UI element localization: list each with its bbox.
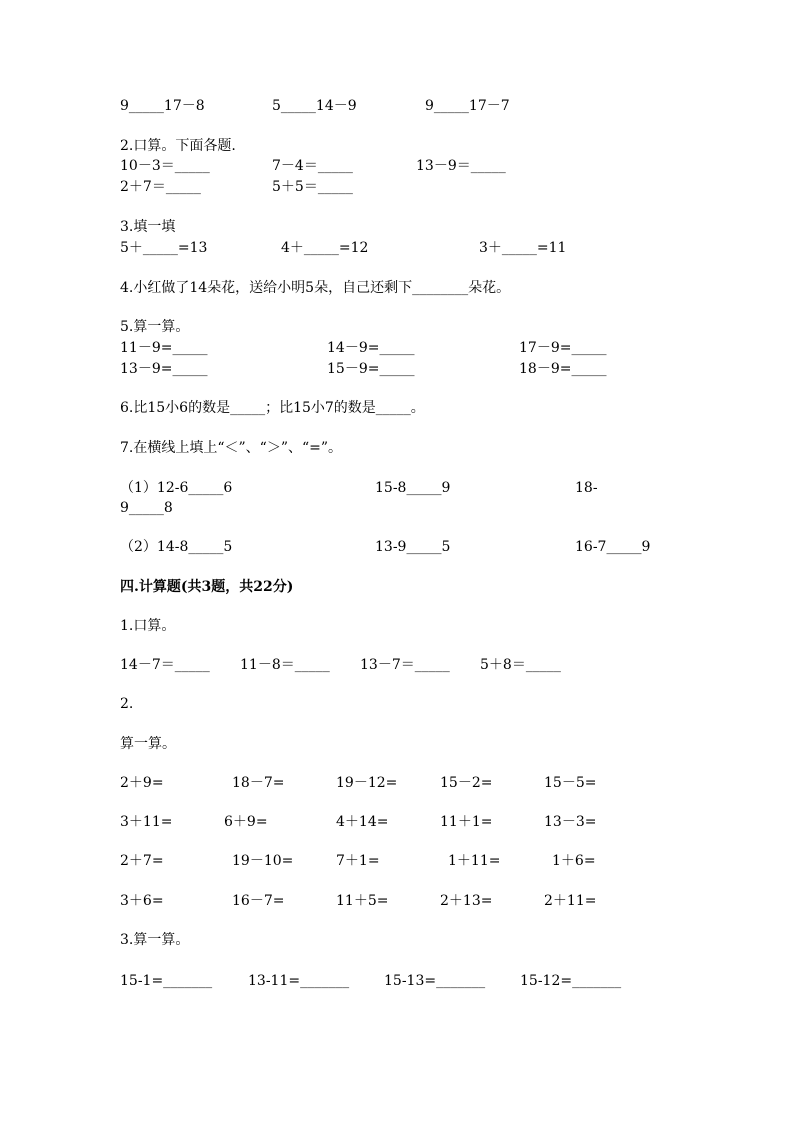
s4-q2-item: 19－12= <box>336 775 398 791</box>
top-comparison-3: 9_____17－7 <box>425 98 510 114</box>
s4-q3-item: 15-13=_______ <box>384 973 486 989</box>
s4-q2-item: 15－2= <box>440 775 493 791</box>
q5-item: 11－9=_____ <box>120 340 208 356</box>
q2-title: 2.口算。下面各题. <box>120 138 236 154</box>
s4-q2-item: 2＋11= <box>544 893 597 909</box>
q5-item: 13－9=_____ <box>120 361 208 377</box>
q2-item: 7－4＝_____ <box>272 158 353 174</box>
s4-q2-item: 6＋9= <box>224 814 268 830</box>
q4-text: 4.小红做了14朵花，送给小明5朵，自己还剩下________朵花。 <box>120 280 511 296</box>
q3-title: 3.填一填 <box>120 219 176 235</box>
s4-q3-item: 13-11=_______ <box>248 973 350 989</box>
s4-q2-item: 3＋11= <box>120 814 173 830</box>
s4-q1-title: 1.口算。 <box>120 618 176 634</box>
s4-q3-item: 15-1=_______ <box>120 973 213 989</box>
top-comparison-1: 9_____17－8 <box>120 98 205 114</box>
s4-q2-number: 2. <box>120 696 134 712</box>
q3-item: 3＋_____=11 <box>479 240 567 256</box>
s4-q2-item: 4＋14= <box>336 814 389 830</box>
s4-q2-item: 18－7= <box>232 775 285 791</box>
top-comparison-2: 5_____14－9 <box>272 98 357 114</box>
s4-q1-item: 11－8＝_____ <box>240 657 330 673</box>
q2-item: 5＋5＝_____ <box>272 179 353 195</box>
s4-q2-item: 11＋1= <box>440 814 493 830</box>
q2-item: 10－3＝_____ <box>120 158 210 174</box>
s4-q1-item: 13－7＝_____ <box>360 657 450 673</box>
s4-q2-item: 2＋9= <box>120 775 164 791</box>
q5-item: 18－9=_____ <box>519 361 607 377</box>
q7-item: 13-9_____5 <box>375 539 451 555</box>
s4-q2-item: 13－3= <box>544 814 597 830</box>
s4-q2-title: 算一算。 <box>120 736 176 752</box>
s4-q2-item: 2＋7= <box>120 853 164 869</box>
q6-text: 6.比15小6的数是_____；比15小7的数是_____。 <box>120 400 425 416</box>
s4-q2-item: 1＋11= <box>448 853 501 869</box>
q7-title: 7.在横线上填上“＜”、“＞”、“=”。 <box>120 440 343 456</box>
q5-item: 14－9=_____ <box>327 340 415 356</box>
q3-item: 4＋_____=12 <box>281 240 369 256</box>
q7-item: 15-8_____9 <box>375 480 451 496</box>
s4-q2-item: 19－10= <box>232 853 294 869</box>
s4-q2-item: 15－5= <box>544 775 597 791</box>
q5-item: 17－9=_____ <box>519 340 607 356</box>
s4-q2-item: 11＋5= <box>336 893 389 909</box>
q3-item: 5＋_____=13 <box>120 240 208 256</box>
q2-item: 2＋7＝_____ <box>120 179 201 195</box>
q7-item: （1）12-6_____6 <box>120 480 233 496</box>
s4-q2-item: 2＋13= <box>440 893 493 909</box>
section4-title: 四.计算题(共3题，共22分) <box>120 579 294 595</box>
q7-item: 18- <box>575 480 598 496</box>
s4-q2-item: 1＋6= <box>552 853 596 869</box>
s4-q2-item: 16－7= <box>232 893 285 909</box>
s4-q3-item: 15-12=_______ <box>520 973 622 989</box>
q7-item: （2）14-8_____5 <box>120 539 233 555</box>
q5-item: 15－9=_____ <box>327 361 415 377</box>
s4-q3-title: 3.算一算。 <box>120 932 190 948</box>
s4-q1-item: 5＋8＝_____ <box>480 657 561 673</box>
s4-q2-item: 3＋6= <box>120 893 164 909</box>
s4-q2-item: 7＋1= <box>336 853 380 869</box>
s4-q1-item: 14－7＝_____ <box>120 657 210 673</box>
q2-item: 13－9＝_____ <box>416 158 506 174</box>
q7-item: 16-7_____9 <box>575 539 651 555</box>
q5-title: 5.算一算。 <box>120 319 190 335</box>
q7-item-wrap: 9_____8 <box>120 500 173 516</box>
